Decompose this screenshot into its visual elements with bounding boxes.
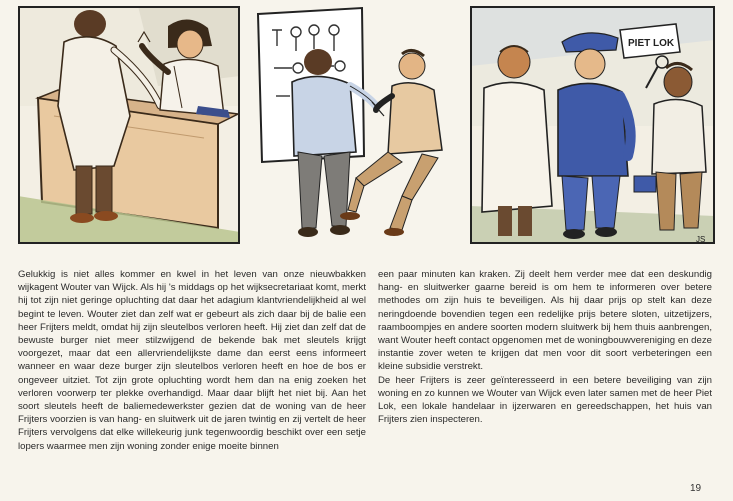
paragraph: Gelukkig is niet alles kommer en kwel in het leven van onze nieuwbakken wijkagent Wouter van Wijck. Als hij 's middags op het wijksecretariaat komt, merkt hij tot zijn niet geringe opluchting dat daar het adagium klantvriendelijkheid al wel begint te leven. Wouter ziet dan zelf wat er gebeurt als zich daar bij de balie een heer Frijters meldt, omdat hij zijn sleutelbos verloren heeft. Hij ziet dan zelf dat de bewuste burger niet meer stilzwijgend de bekende bak met sleutels krijgt voorgezet, maar dat een allervriendelijkste dame dan eerst eens informeert wanneer en waar deze burger zijn sleutelbos verloren heeft en hoe de bos er ongeveer uitziet. Tot zijn grote opluchting wordt hem dan na enig zoeken het verloren voorwerp ter plekke overhandigd. Maar daar blijft het niet bij. Aan het soort sleutels heeft de baliemedewerkster gezien dat de woning van de heer Frijters voorzien is van hang- en sluitwerk uit de jaren twintig en zij vertelt de heer Frijters vervolgens dat elke willekeurig junk tegenwoordig beschikt over een setje lopers waarmee men zijn woning zonder enige moeite binnen (18, 269, 366, 452)
text-column-left (18, 268, 366, 453)
paragraph: een paar minuten kan kraken. Zij deelt hem verder mee dat een deskundig hang- en sluitwerker gaarne bereid is om hem te informeren over betere methodes om zijn huis te beveiligen. Als hij daar prijs op stelt kan deze neringdoende bovendien tegen een redelijke prijs betere sloten, uitzetijzers, raamboompjes en andere soorten modern sluitwerk bij hem thuis aanbrengen, want Wouter heeft contact opgenomen met de woningbouwvereniging en deze instantie zover weten te krijgen dat men voor dit soort verbeteringen een kleine subsidie verstrekt. (378, 269, 712, 373)
paragraph: De heer Frijters is zeer geïnteresseerd in een betere beveiliging van zijn woning en zo kunnen we Wouter van Wijck even later samen met de heer Piet Lok, een lokale handelaar in ijzerwaren en gereedschappen, het huis van Frijters zien inspecteren. (378, 374, 712, 426)
page-number: 19 (690, 483, 702, 494)
illustration-panel-three-men (470, 6, 715, 244)
counter-scene-drawing (18, 6, 240, 244)
key-board-drawing (252, 6, 465, 244)
artist-signature: JS (696, 235, 706, 244)
illustration-panel-counter (18, 6, 240, 244)
shop-sign-text: PIET LOK (628, 38, 675, 49)
three-men-drawing (470, 6, 715, 244)
illustration-panel-keys (252, 6, 465, 244)
text-column-right (378, 268, 712, 426)
